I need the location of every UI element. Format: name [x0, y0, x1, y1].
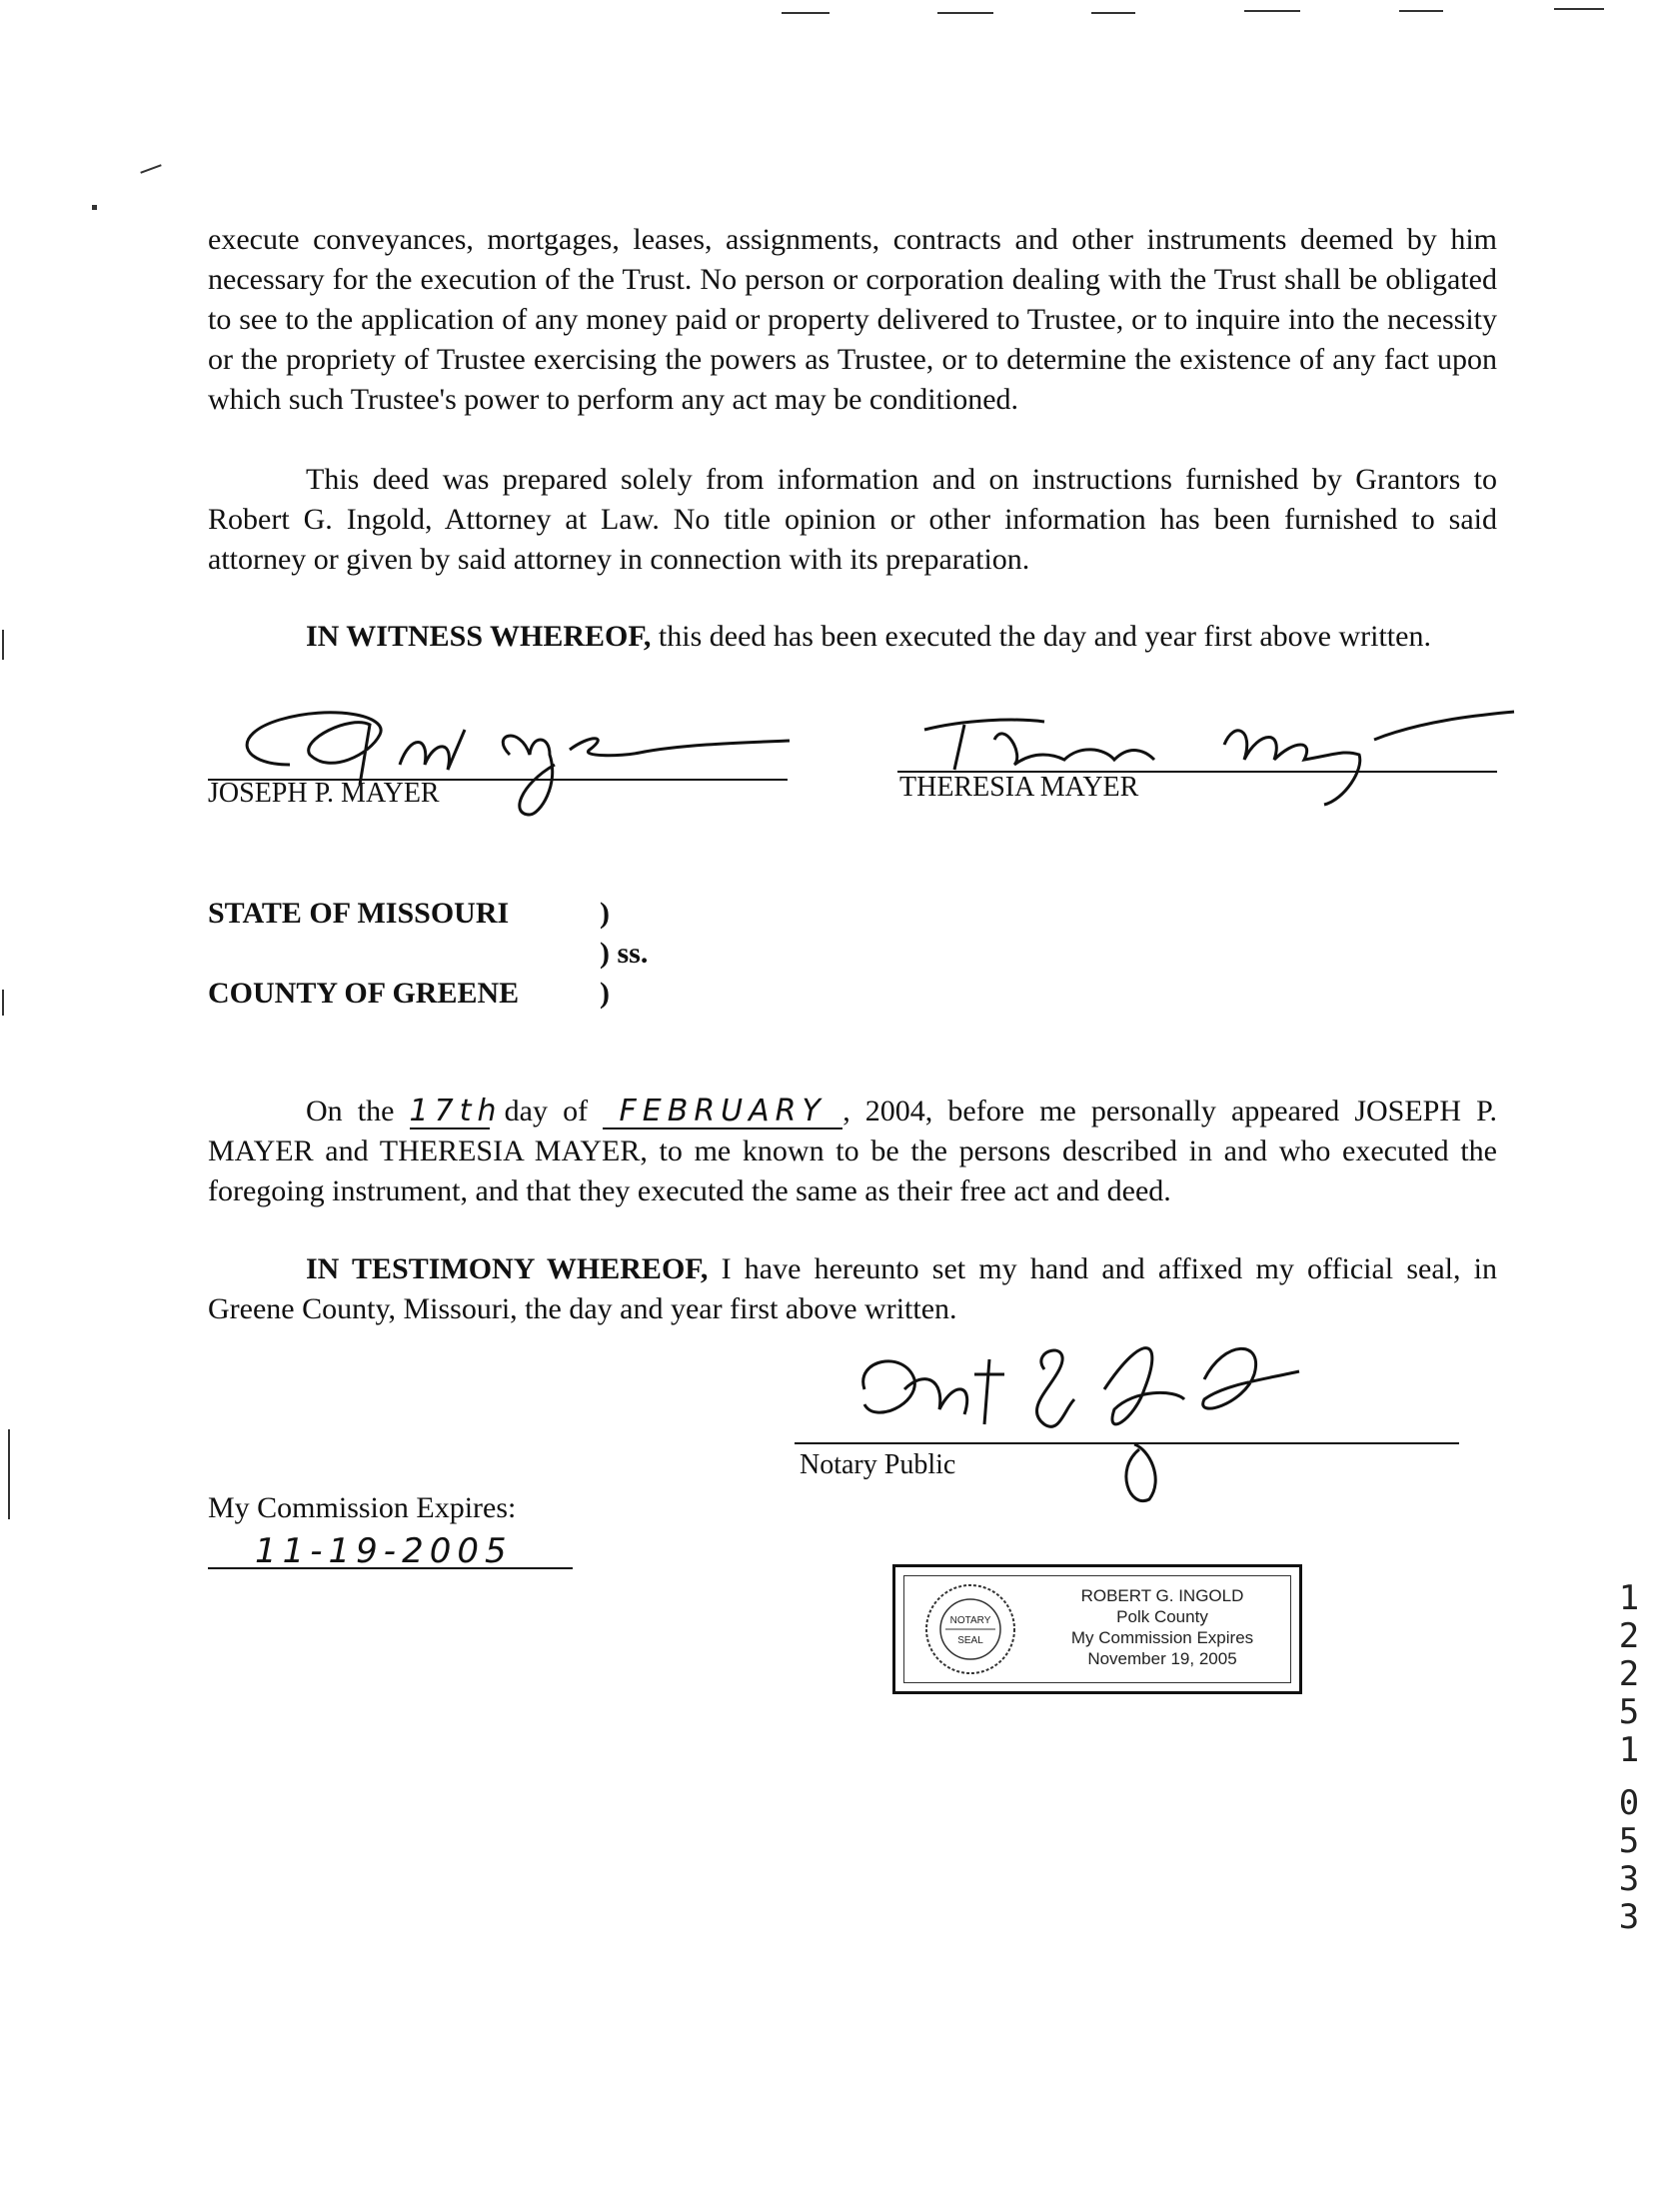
commission-line — [208, 1567, 573, 1569]
commission-label: My Commission Expires: — [208, 1491, 517, 1524]
trust-powers-text: execute conveyances, mortgages, leases, assignments, contracts and other instruments deemed by him necessary for the execution of the Trust. No person or corporation dealing with the Trust shall be obligated to see to the application of any money paid or property delivered to Trustee, or to inquire into the necessity or the propriety of Trustee exercising the powers as Trustee, or to determine the existence of any fact upon which such Trustee's power to perform any act may be conditioned. — [208, 223, 1497, 416]
venue-paren-1: ) — [600, 897, 610, 930]
ack-text-3: , 2004, before me personally appeared JOSEPH P. MAYER and THERESIA MAYER, to me known to be the persons described in and who executed the foregoing instrument, and that they executed the same as their free act and deed. — [208, 1095, 1497, 1207]
scan-mark — [2, 630, 4, 660]
scan-mark — [8, 1429, 10, 1519]
venue-state: STATE OF MISSOURI — [208, 897, 510, 930]
scan-mark — [782, 12, 830, 14]
witness-text: this deed has been executed the day and year first above written. — [658, 620, 1431, 653]
side-digit: 1 — [1618, 1578, 1640, 1618]
preparation-paragraph — [208, 460, 1497, 580]
ack-day-field: 17th — [409, 1094, 503, 1128]
trust-powers-paragraph — [208, 220, 1497, 420]
testimony-paragraph — [208, 1249, 1497, 1329]
seal-emblem-icon — [915, 1579, 1025, 1679]
testimony-text: I have hereunto set my hand and affixed my official seal, in Greene County, Missouri, the day and year first above written. — [208, 1252, 1498, 1325]
notary-signature — [844, 1329, 1324, 1519]
witness-lead: IN WITNESS WHEREOF, — [306, 620, 652, 653]
scan-mark — [92, 205, 97, 210]
notary-seal-stamp — [892, 1564, 1302, 1694]
seal-line-3: My Commission Expires — [1070, 1628, 1254, 1647]
testimony-lead: IN TESTIMONY WHEREOF, — [306, 1252, 709, 1285]
side-digit: 1 — [1618, 1730, 1640, 1770]
scan-mark — [2, 990, 4, 1016]
venue-paren-2: ) — [600, 977, 610, 1010]
seal-line-2: Polk County — [1116, 1607, 1208, 1626]
witness-paragraph — [208, 617, 1497, 657]
scan-mark — [140, 164, 161, 173]
notary-label: Notary Public — [800, 1449, 956, 1480]
side-digit: 3 — [1618, 1859, 1640, 1899]
seal-text-block — [1035, 1585, 1289, 1669]
side-number-group-1 — [1609, 1579, 1649, 1769]
preparation-text: This deed was prepared solely from information and on instructions furnished by Grantors to Robert G. Ingold, Attorney at Law. No title opinion or other information has been furnished to said attorney or given by said attorney in connection with its preparation. — [208, 463, 1497, 576]
scan-mark — [1399, 10, 1443, 12]
ack-month-field: FEBRUARY — [603, 1096, 842, 1129]
acknowledgment-paragraph — [208, 1092, 1497, 1211]
theresia-name: THERESIA MAYER — [899, 772, 1139, 803]
side-number-group-2 — [1609, 1784, 1649, 1936]
side-digit: 3 — [1618, 1897, 1640, 1937]
ack-text-1: On the — [306, 1095, 395, 1127]
ack-text-2: day of — [504, 1095, 589, 1127]
seal-line-1: ROBERT G. INGOLD — [1080, 1586, 1244, 1605]
commission-date: 11-19-2005 — [255, 1531, 513, 1571]
notary-signature-line — [795, 1442, 1459, 1444]
side-digit: 0 — [1618, 1783, 1640, 1823]
side-digit: 5 — [1618, 1821, 1640, 1861]
scan-mark — [1091, 12, 1135, 14]
seal-emblem-text-2: SEAL — [957, 1635, 983, 1646]
side-digit: 2 — [1618, 1616, 1640, 1656]
joseph-name: JOSEPH P. MAYER — [208, 778, 440, 809]
venue-ss: ) ss. — [600, 937, 649, 970]
scan-mark — [1244, 10, 1300, 12]
venue-county: COUNTY OF GREENE — [208, 977, 520, 1010]
scan-mark — [937, 12, 993, 14]
scan-mark — [1554, 8, 1604, 10]
seal-line-4: November 19, 2005 — [1087, 1649, 1237, 1668]
seal-emblem-text-1: NOTARY — [949, 1615, 991, 1626]
side-digit: 2 — [1618, 1654, 1640, 1694]
side-digit: 5 — [1618, 1692, 1640, 1732]
